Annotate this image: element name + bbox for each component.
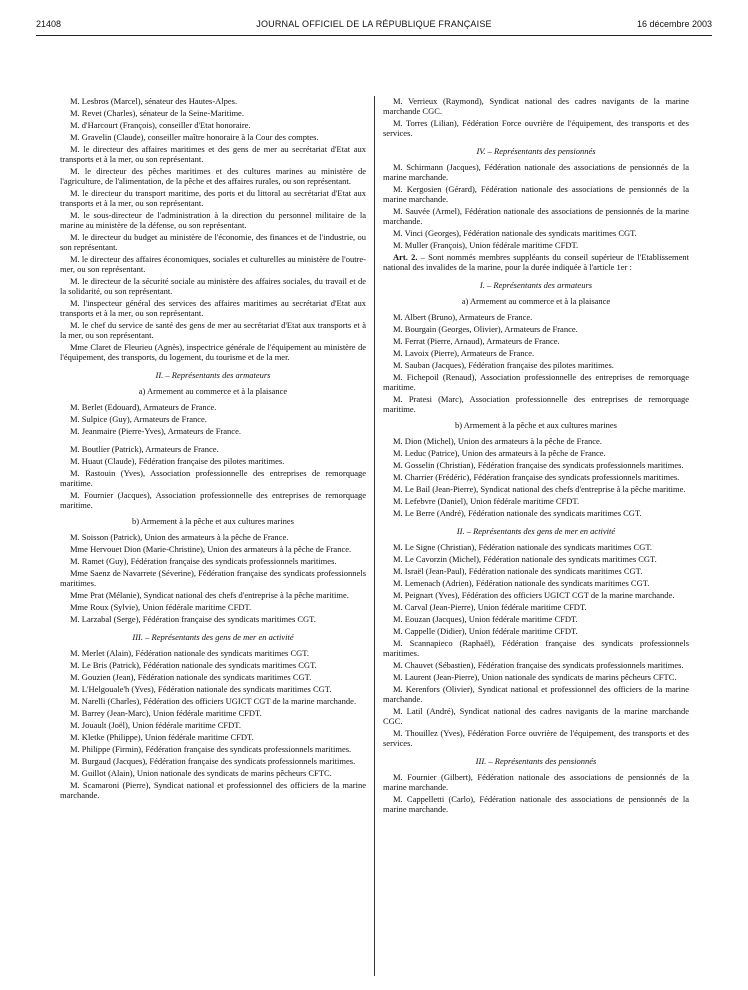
list-item: M. le directeur des affaires économiques, sociales et culturelles au ministère de l'outre-mer, ou son représentant. <box>60 254 366 274</box>
list-item: M. Carval (Jean-Pierre), Union fédérale maritime CFDT. <box>393 602 587 612</box>
list-item: Mme Prat (Mélanie), Syndicat national des chefs d'entreprise à la pêche maritime. <box>70 590 349 600</box>
list-item: M. Fournier (Gilbert), Fédération nationale des associations de pensionnés de la marine marchande. <box>383 772 689 792</box>
subsection-title: b) Armement à la pêche et aux cultures marines <box>455 420 617 430</box>
list-item: M. Gouzien (Jean), Fédération nationale des syndicats maritimes CGT. <box>70 672 312 682</box>
list-item: M. Scamaroni (Pierre), Syndicat national et professionnel des officiers de la marine marchande. <box>60 780 366 800</box>
list-item: M. Lefebvre (Daniel), Union fédérale maritime CFDT. <box>393 496 580 506</box>
list-item: M. Merlet (Alain), Fédération nationale des syndicats maritimes CGT. <box>70 648 309 658</box>
column-divider <box>374 96 375 976</box>
list-item: M. Charrier (Frédéric), Fédération française des syndicats professionnels maritimes. <box>393 472 680 482</box>
list-item: M. l'inspecteur général des services des affaires maritimes au secrétariat d'Etat aux transports et à la mer, ou son représentant. <box>60 298 366 318</box>
list-item: M. Cappelletti (Carlo), Fédération nationale des associations de pensionnés de la marine marchande. <box>383 794 689 814</box>
list-item: M. le directeur des affaires maritimes et des gens de mer au secrétariat d'Etat aux transports et à la mer, ou son représentant. <box>60 144 366 164</box>
list-item: M. Peignart (Yves), Fédération des officiers UGICT CGT de la marine marchande. <box>393 590 675 600</box>
member-list <box>383 96 689 138</box>
journal-title: JOURNAL OFFICIEL DE LA RÉPUBLIQUE FRANÇAISE <box>256 19 492 29</box>
list-item: M. Eouzan (Jacques), Union fédérale maritime CFDT. <box>393 614 578 624</box>
subsection-title: a) Armement au commerce et à la plaisance <box>461 296 611 306</box>
left-column <box>60 96 366 802</box>
list-item: M. Le Bail (Jean-Pierre), Syndicat national des chefs d'entreprise à la pêche maritime. <box>393 484 686 494</box>
section-title: I. – Représentants des armateurs <box>479 280 593 290</box>
list-item: M. Kergosien (Gérard), Fédération nationale des associations de pensionnés de la marine marchande. <box>383 184 689 204</box>
list-item: M. le sous-directeur de l'administration à la direction du personnel militaire de la marine au ministère de la défense, ou son représentant. <box>60 210 366 230</box>
list-item: M. Chauvet (Sébastien), Fédération française des syndicats professionnels maritimes. <box>393 660 684 670</box>
list-item: M. le directeur de la sécurité sociale au ministère des affaires sociales, du travail et de la solidarité, ou son représentant. <box>60 276 366 296</box>
list-item: M. Verrieux (Raymond), Syndicat national des cadres navigants de la marine marchande CGC. <box>383 96 689 116</box>
list-item: M. Lemenach (Adrien), Fédération nationale des syndicats maritimes CGT. <box>393 578 650 588</box>
list-item: M. Revet (Charles), sénateur de la Seine-Maritime. <box>70 108 244 118</box>
list-item: M. Bourgain (Georges, Olivier), Armateurs de France. <box>393 324 578 334</box>
member-list <box>383 772 689 814</box>
list-item: M. le directeur des pêches maritimes et des cultures marines au ministère de l'agriculture, de l'alimentation, de la pêche et des affaires rurales, ou son représentant. <box>60 166 366 186</box>
list-item: M. Rastouin (Yves), Association professionnelle des entreprises de remorquage maritime. <box>60 468 366 488</box>
list-item: Mme Saenz de Navarrete (Séverine), Fédération française des syndicats professionnels maritimes. <box>60 568 366 588</box>
article-2 <box>383 252 689 272</box>
list-item: Mme Hervouet Dion (Marie-Christine), Union des armateurs à la pêche de France. <box>70 544 352 554</box>
article-text: – Sont nommés membres suppléants du conseil supérieur de l'Etablissement national des invalides de la marine, pour la durée indiquée à l'article 1er : <box>383 252 689 272</box>
list-item: M. Albert (Bruno), Armateurs de France. <box>393 312 533 322</box>
list-item: M. Ramet (Guy), Fédération française des syndicats professionnels maritimes. <box>70 556 337 566</box>
list-item: M. Kletke (Philippe), Union fédérale maritime CFDT. <box>70 732 254 742</box>
section-title: III. – Représentants des gens de mer en activité <box>132 632 294 642</box>
list-item: M. Le Signe (Christian), Fédération nationale des syndicats maritimes CGT. <box>393 542 653 552</box>
list-item: M. Gosselin (Christian), Fédération française des syndicats professionnels maritimes. <box>393 460 684 470</box>
member-list <box>383 162 689 250</box>
page-number: 21408 <box>36 19 62 29</box>
list-item: M. Cappelle (Didier), Union fédérale maritime CFDT. <box>393 626 578 636</box>
section-title: II. – Représentants des armateurs <box>155 370 271 380</box>
issue-date: 16 décembre 2003 <box>636 19 712 29</box>
list-item: M. Le Berre (André), Fédération nationale des syndicats maritimes CGT. <box>393 508 642 518</box>
member-list <box>60 532 366 624</box>
list-item: M. le chef du service de santé des gens de mer au secrétariat d'Etat aux transports et à la mer, ou son représentant. <box>60 320 366 340</box>
list-item: M. Sulpice (Guy), Armateurs de France. <box>70 414 207 424</box>
list-item: M. Larzabal (Serge), Fédération française des syndicats maritimes CGT. <box>70 614 316 624</box>
list-item: M. Berlet (Edouard), Armateurs de France. <box>70 402 217 412</box>
member-list <box>383 542 689 748</box>
section-title: II. – Représentants des gens de mer en activité <box>456 526 616 536</box>
list-item: M. Burgaud (Jacques), Fédération française des syndicats professionnels maritimes. <box>70 756 356 766</box>
section-title: IV. – Représentants des pensionnés <box>476 146 596 156</box>
list-item: M. Sauvée (Armel), Fédération nationale des associations de pensionnés de la marine marchande. <box>383 206 689 226</box>
list-item: M. Guillot (Alain), Union nationale des syndicats de marins pêcheurs CFTC. <box>70 768 332 778</box>
member-list <box>60 444 366 510</box>
member-list <box>60 402 366 436</box>
list-item: M. Thouillez (Yves), Fédération Force ouvrière de l'équipement, des transports et des services. <box>383 728 689 748</box>
list-item: M. Israël (Jean-Paul), Fédération nationale des syndicats maritimes CGT. <box>393 566 643 576</box>
list-item: M. Lesbros (Marcel), sénateur des Hautes-Alpes. <box>70 96 238 106</box>
list-item: M. Laurent (Jean-Pierre), Union nationale des syndicats de marins pêcheurs CFTC. <box>393 672 677 682</box>
list-item: M. Muller (François), Union fédérale maritime CFDT. <box>393 240 579 250</box>
list-item: M. Barrey (Jean-Marc), Union fédérale maritime CFDT. <box>70 708 262 718</box>
list-item: M. Pratesi (Marc), Association professionnelle des entreprises de remorquage maritime. <box>383 394 689 414</box>
list-item: M. Jouault (Joël), Union fédérale maritime CFDT. <box>70 720 241 730</box>
list-item: M. Huaut (Claude), Fédération française des pilotes maritimes. <box>70 456 285 466</box>
list-item: M. Boutlier (Patrick), Armateurs de France. <box>70 444 219 454</box>
member-list <box>383 312 689 414</box>
list-item: M. Vinci (Georges), Fédération nationale des syndicats maritimes CGT. <box>393 228 637 238</box>
list-item: M. Ferrat (Pierre, Arnaud), Armateurs de France. <box>393 336 560 346</box>
list-item: M. d'Harcourt (François), conseiller d'Etat honoraire. <box>70 120 251 130</box>
right-column <box>383 96 689 816</box>
member-list <box>60 648 366 800</box>
list-item: M. Gravelin (Claude), conseiller maître honoraire à la Cour des comptes. <box>70 132 319 142</box>
article-label: Art. 2. <box>393 252 418 262</box>
list-item: M. Le Cavorzin (Michel), Fédération nationale des syndicats maritimes CGT. <box>393 554 657 564</box>
page-header <box>36 16 712 34</box>
header-rule <box>36 35 712 36</box>
member-list <box>383 436 689 518</box>
list-item: M. Fichepoil (Renaud), Association professionnelle des entreprises de remorquage maritime. <box>383 372 689 392</box>
list-item: Mme Roux (Sylvie), Union fédérale maritime CFDT. <box>70 602 252 612</box>
list-item: M. Le Bris (Patrick), Fédération nationale des syndicats maritimes CGT. <box>70 660 317 670</box>
list-item: M. Dion (Michel), Union des armateurs à la pêche de France. <box>393 436 602 446</box>
intro-list <box>60 96 366 362</box>
list-item: M. Schirmann (Jacques), Fédération nationale des associations de pensionnés de la marine marchande. <box>383 162 689 182</box>
list-item: M. Lavoix (Pierre), Armateurs de France. <box>393 348 535 358</box>
subsection-title: a) Armement au commerce et à la plaisance <box>138 386 288 396</box>
list-item: M. Jeanmaire (Pierre-Yves), Armateurs de France. <box>70 426 241 436</box>
list-item: M. Leduc (Patrice), Union des armateurs à la pêche de France. <box>393 448 606 458</box>
list-item: M. Scannapieco (Raphaël), Fédération française des syndicats professionnels maritimes. <box>383 638 689 658</box>
list-item: M. L'Helgouale'h (Yves), Fédération nationale des syndicats maritimes CGT. <box>70 684 332 694</box>
list-item: M. Torres (Lilian), Fédération Force ouvrière de l'équipement, des transports et des services. <box>383 118 689 138</box>
list-item: M. Soisson (Patrick), Union des armateurs à la pêche de France. <box>70 532 289 542</box>
list-item: M. le directeur du transport maritime, des ports et du littoral au secrétariat d'Etat aux transports et à la mer, ou son représentant. <box>60 188 366 208</box>
list-item: M. Sauban (Jacques), Fédération française des pilotes maritimes. <box>393 360 614 370</box>
list-item: M. le directeur du budget au ministère de l'économie, des finances et de l'industrie, ou son représentant. <box>60 232 366 252</box>
section-title: III. – Représentants des pensionnés <box>475 756 597 766</box>
subsection-title: b) Armement à la pêche et aux cultures marines <box>132 516 294 526</box>
list-item: M. Narelli (Charles), Fédération des officiers UGICT CGT de la marine marchande. <box>70 696 357 706</box>
list-item: Mme Claret de Fleurieu (Agnès), inspectrice générale de l'équipement au ministère de l'équipement, des transports, du logement, du tourisme et de la mer. <box>60 342 366 362</box>
list-item: M. Kerenfors (Olivier), Syndicat national et professionnel des officiers de la marine marchande. <box>383 684 689 704</box>
list-item: M. Fournier (Jacques), Association professionnelle des entreprises de remorquage maritime. <box>60 490 366 510</box>
list-item: M. Latil (André), Syndicat national des cadres navigants de la marine marchande CGC. <box>383 706 689 726</box>
list-item: M. Philippe (Firmin), Fédération française des syndicats professionnels maritimes. <box>70 744 352 754</box>
